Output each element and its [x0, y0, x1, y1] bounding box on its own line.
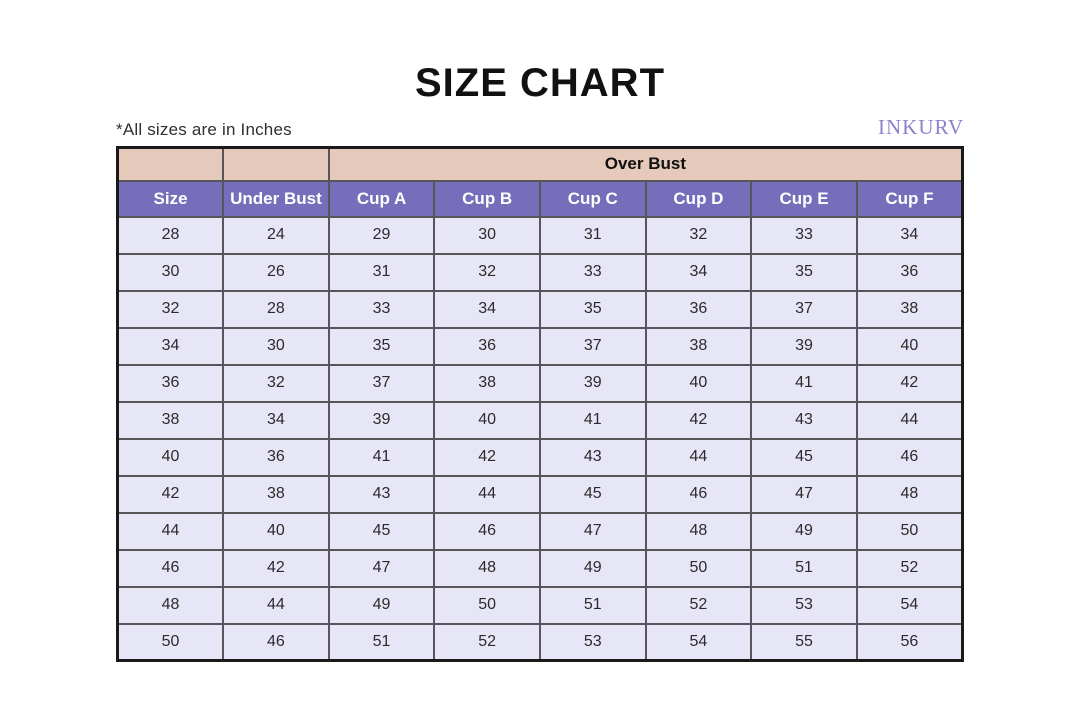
size-cell: 50	[118, 624, 224, 661]
size-cell: 26	[223, 254, 329, 291]
size-cell: 54	[857, 587, 963, 624]
size-cell: 24	[223, 217, 329, 254]
over-bust-header-row	[118, 148, 963, 181]
size-cell: 50	[434, 587, 540, 624]
table-row	[118, 624, 963, 661]
size-cell: 44	[434, 476, 540, 513]
size-cell: 38	[223, 476, 329, 513]
table-row	[118, 365, 963, 402]
size-cell: 32	[434, 254, 540, 291]
size-cell: 51	[540, 587, 646, 624]
table-row	[118, 291, 963, 328]
size-cell: 34	[646, 254, 752, 291]
size-cell: 31	[329, 254, 435, 291]
size-cell: 35	[329, 328, 435, 365]
size-cell: 28	[118, 217, 224, 254]
size-cell: 53	[540, 624, 646, 661]
column-header-cup-d: Cup D	[646, 181, 752, 217]
size-cell: 30	[434, 217, 540, 254]
size-cell: 42	[223, 550, 329, 587]
size-cell: 35	[751, 254, 857, 291]
table-row	[118, 328, 963, 365]
size-cell: 33	[751, 217, 857, 254]
size-cell: 37	[540, 328, 646, 365]
size-cell: 44	[646, 439, 752, 476]
size-cell: 33	[540, 254, 646, 291]
size-cell: 47	[329, 550, 435, 587]
size-cell: 42	[857, 365, 963, 402]
size-cell: 46	[118, 550, 224, 587]
column-header-cup-a: Cup A	[329, 181, 435, 217]
size-cell: 40	[223, 513, 329, 550]
size-cell: 32	[646, 217, 752, 254]
size-cell: 41	[540, 402, 646, 439]
size-cell: 41	[329, 439, 435, 476]
size-cell: 49	[540, 550, 646, 587]
size-cell: 49	[751, 513, 857, 550]
size-cell: 36	[223, 439, 329, 476]
over-bust-header-cell: Over Bust	[329, 148, 963, 181]
size-cell: 44	[857, 402, 963, 439]
size-cell: 46	[223, 624, 329, 661]
empty-header-cell-underbust	[223, 148, 329, 181]
size-cell: 52	[646, 587, 752, 624]
size-cell: 46	[434, 513, 540, 550]
size-cell: 38	[118, 402, 224, 439]
column-header-cup-b: Cup B	[434, 181, 540, 217]
size-cell: 41	[751, 365, 857, 402]
column-header-cup-e: Cup E	[751, 181, 857, 217]
size-cell: 38	[646, 328, 752, 365]
size-cell: 34	[223, 402, 329, 439]
size-cell: 45	[540, 476, 646, 513]
size-cell: 43	[540, 439, 646, 476]
table-row	[118, 439, 963, 476]
size-cell: 37	[329, 365, 435, 402]
table-row	[118, 550, 963, 587]
size-cell: 36	[434, 328, 540, 365]
size-cell: 48	[857, 476, 963, 513]
table-row	[118, 587, 963, 624]
column-header-cup-f: Cup F	[857, 181, 963, 217]
table-row	[118, 217, 963, 254]
size-cell: 52	[857, 550, 963, 587]
size-cell: 44	[223, 587, 329, 624]
size-cell: 40	[646, 365, 752, 402]
table-row	[118, 513, 963, 550]
size-cell: 36	[118, 365, 224, 402]
table-caption-row	[116, 114, 964, 140]
size-cell: 56	[857, 624, 963, 661]
size-cell: 34	[118, 328, 224, 365]
size-cell: 28	[223, 291, 329, 328]
size-cell: 39	[751, 328, 857, 365]
size-cell: 48	[646, 513, 752, 550]
size-cell: 30	[223, 328, 329, 365]
size-cell: 29	[329, 217, 435, 254]
size-cell: 50	[646, 550, 752, 587]
size-cell: 39	[329, 402, 435, 439]
size-cell: 50	[857, 513, 963, 550]
column-header-row	[118, 181, 963, 217]
size-cell: 49	[329, 587, 435, 624]
size-cell: 35	[540, 291, 646, 328]
size-cell: 34	[434, 291, 540, 328]
size-cell: 40	[857, 328, 963, 365]
size-cell: 34	[857, 217, 963, 254]
size-cell: 31	[540, 217, 646, 254]
size-cell: 51	[329, 624, 435, 661]
size-cell: 51	[751, 550, 857, 587]
empty-header-cell-size	[118, 148, 224, 181]
size-cell: 38	[434, 365, 540, 402]
size-cell: 39	[540, 365, 646, 402]
page-title: SIZE CHART	[415, 61, 665, 105]
size-cell: 36	[646, 291, 752, 328]
size-table-head	[118, 148, 963, 217]
table-row	[118, 476, 963, 513]
size-cell: 37	[751, 291, 857, 328]
size-cell: 53	[751, 587, 857, 624]
size-cell: 36	[857, 254, 963, 291]
size-cell: 45	[329, 513, 435, 550]
size-cell: 52	[434, 624, 540, 661]
column-header-cup-c: Cup C	[540, 181, 646, 217]
size-cell: 55	[751, 624, 857, 661]
size-cell: 54	[646, 624, 752, 661]
size-cell: 30	[118, 254, 224, 291]
size-cell: 48	[118, 587, 224, 624]
column-header-size: Size	[118, 181, 224, 217]
size-cell: 45	[751, 439, 857, 476]
size-cell: 38	[857, 291, 963, 328]
size-cell: 46	[857, 439, 963, 476]
size-cell: 44	[118, 513, 224, 550]
column-header-under-bust: Under Bust	[223, 181, 329, 217]
size-cell: 43	[329, 476, 435, 513]
size-cell: 33	[329, 291, 435, 328]
table-row	[118, 254, 963, 291]
size-table-body	[118, 217, 963, 661]
size-cell: 32	[223, 365, 329, 402]
size-cell: 48	[434, 550, 540, 587]
size-cell: 46	[646, 476, 752, 513]
size-cell: 47	[751, 476, 857, 513]
size-cell: 40	[118, 439, 224, 476]
size-chart-table	[116, 146, 964, 662]
size-cell: 42	[118, 476, 224, 513]
table-row	[118, 402, 963, 439]
size-cell: 42	[434, 439, 540, 476]
size-cell: 42	[646, 402, 752, 439]
size-cell: 40	[434, 402, 540, 439]
size-cell: 43	[751, 402, 857, 439]
brand-logo: INKURV	[878, 115, 964, 139]
size-cell: 47	[540, 513, 646, 550]
units-note: *All sizes are in Inches	[116, 120, 292, 139]
size-cell: 32	[118, 291, 224, 328]
